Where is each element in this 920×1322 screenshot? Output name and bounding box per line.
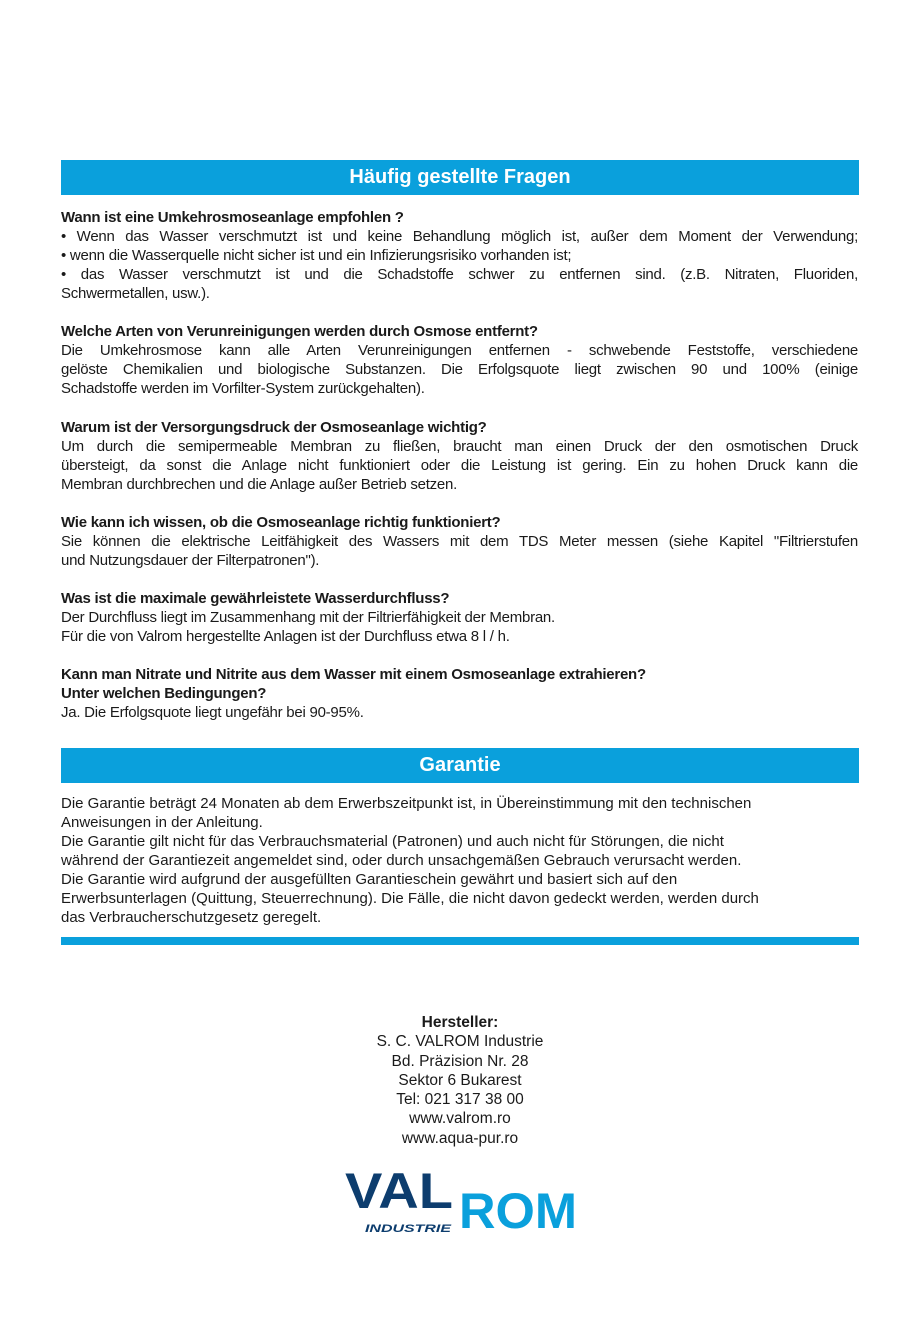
faq-answer-line: und Nutzungsdauer der Filterpatronen"). [61, 552, 320, 569]
warranty-line: Die Garantie wird aufgrund der ausgefüllten Garantieschein gewährt und basiert sich auf den [61, 871, 678, 888]
faq-answer-line: Die Umkehrosmose kann alle Arten Verunreinigungen entfernen - schwebende Feststoffe, verschiedene [61, 342, 858, 359]
section-divider-bar [61, 937, 859, 945]
faq-answer-line: Sie können die elektrische Leitfähigkeit des Wassers mit dem TDS Meter messen (siehe Kapitel "Filtrierstufen [61, 533, 858, 550]
manufacturer-website-valrom[interactable]: www.valrom.ro [409, 1110, 511, 1128]
warranty-line: Die Garantie beträgt 24 Monaten ab dem Erwerbszeitpunkt ist, in Übereinstimmung mit den technischen [61, 795, 752, 812]
faq-question: Kann man Nitrate und Nitrite aus dem Wasser mit einem Osmoseanlage extrahieren? [61, 666, 646, 683]
faq-answer-line: Schadstoffe werden im Vorfilter-System zurückgehalten). [61, 380, 425, 397]
faq-answer-line: Der Durchfluss liegt im Zusammenhang mit der Filtrierfähigkeit der Membran. [61, 609, 555, 626]
faq-item-4 [61, 513, 858, 570]
faq-answer-line: Für die von Valrom hergestellte Anlagen ist der Durchfluss etwa 8 l / h. [61, 628, 510, 645]
logo-industrie-text: INDUSTRIE [365, 1223, 452, 1235]
warranty-title-banner: Garantie [61, 748, 859, 783]
faq-answer-line: • wenn die Wasserquelle nicht sicher ist und ein Infizierungsrisiko vorhanden ist; [61, 247, 572, 264]
valrom-logo [343, 1162, 579, 1238]
faq-item-1 [61, 208, 858, 303]
manufacturer-heading: Hersteller: [421, 1014, 499, 1031]
faq-answer-line: gelöste Chemikalien und biologische Substanzen. Die Erfolgsquote liegt zwischen 90 und 100% (einige [61, 361, 858, 378]
faq-answer-line: • das Wasser verschmutzt ist und die Schadstoffe schwer zu entfernen sind. (z.B. Nitraten, Fluoriden, [61, 266, 858, 283]
warranty-text [61, 794, 858, 927]
manufacturer-phone: Tel: 021 317 38 00 [396, 1091, 524, 1109]
warranty-line: Anweisungen in der Anleitung. [61, 814, 263, 831]
faq-answer-line: Ja. Die Erfolgsquote liegt ungefähr bei 90-95%. [61, 704, 364, 721]
faq-item-5 [61, 589, 858, 646]
faq-question: Wann ist eine Umkehrosmoseanlage empfohlen ? [61, 209, 404, 226]
faq-question: Was ist die maximale gewährleistete Wasserdurchfluss? [61, 590, 450, 607]
faq-item-6 [61, 665, 858, 722]
faq-question: Unter welchen Bedingungen? [61, 685, 267, 702]
faq-question: Warum ist der Versorgungsdruck der Osmoseanlage wichtig? [61, 419, 487, 436]
faq-answer-line: Schwermetallen, usw.). [61, 285, 210, 302]
manufacturer-info [300, 1013, 620, 1148]
warranty-line: Erwerbsunterlagen (Quittung, Steuerrechnung). Die Fälle, die nicht davon gedeckt werden, werden durch [61, 890, 759, 907]
warranty-line: Die Garantie gilt nicht für das Verbrauchsmaterial (Patronen) und auch nicht für Störungen, die nicht [61, 833, 724, 850]
faq-item-3 [61, 418, 858, 494]
faq-answer-line: übersteigt, da sonst die Anlage nicht funktioniert oder die Leistung ist gering. Ein zu hohen Druck kann die [61, 457, 858, 474]
faq-answer-line: Um durch die semipermeable Membran zu fließen, braucht man einen Druck der den osmotischen Druck [61, 438, 858, 455]
warranty-line: während der Garantiezeit angemeldet sind, oder durch unsachgemäßen Gebrauch verursacht werden. [61, 852, 742, 869]
logo-val-text: VAL [345, 1163, 453, 1219]
faq-answer-line: • Wenn das Wasser verschmutzt ist und keine Behandlung möglich ist, außer dem Moment der Verwendung; [61, 228, 858, 245]
faq-question: Welche Arten von Verunreinigungen werden durch Osmose entfernt? [61, 323, 538, 340]
warranty-line: das Verbraucherschutzgesetz geregelt. [61, 909, 322, 926]
manufacturer-street: Bd. Präzision Nr. 28 [391, 1052, 529, 1070]
logo-rom-text: ROM [459, 1183, 577, 1238]
manufacturer-website-aquapur[interactable]: www.aqua-pur.ro [401, 1129, 519, 1147]
faq-title-banner: Häufig gestellte Fragen [61, 160, 859, 195]
manufacturer-city: Sektor 6 Bukarest [398, 1071, 522, 1089]
faq-item-2 [61, 322, 858, 398]
manufacturer-company: S. C. VALROM Industrie [376, 1033, 544, 1051]
faq-question: Wie kann ich wissen, ob die Osmoseanlage richtig funktioniert? [61, 514, 501, 531]
faq-answer-line: Membran durchbrechen und die Anlage außer Betrieb setzen. [61, 476, 458, 493]
